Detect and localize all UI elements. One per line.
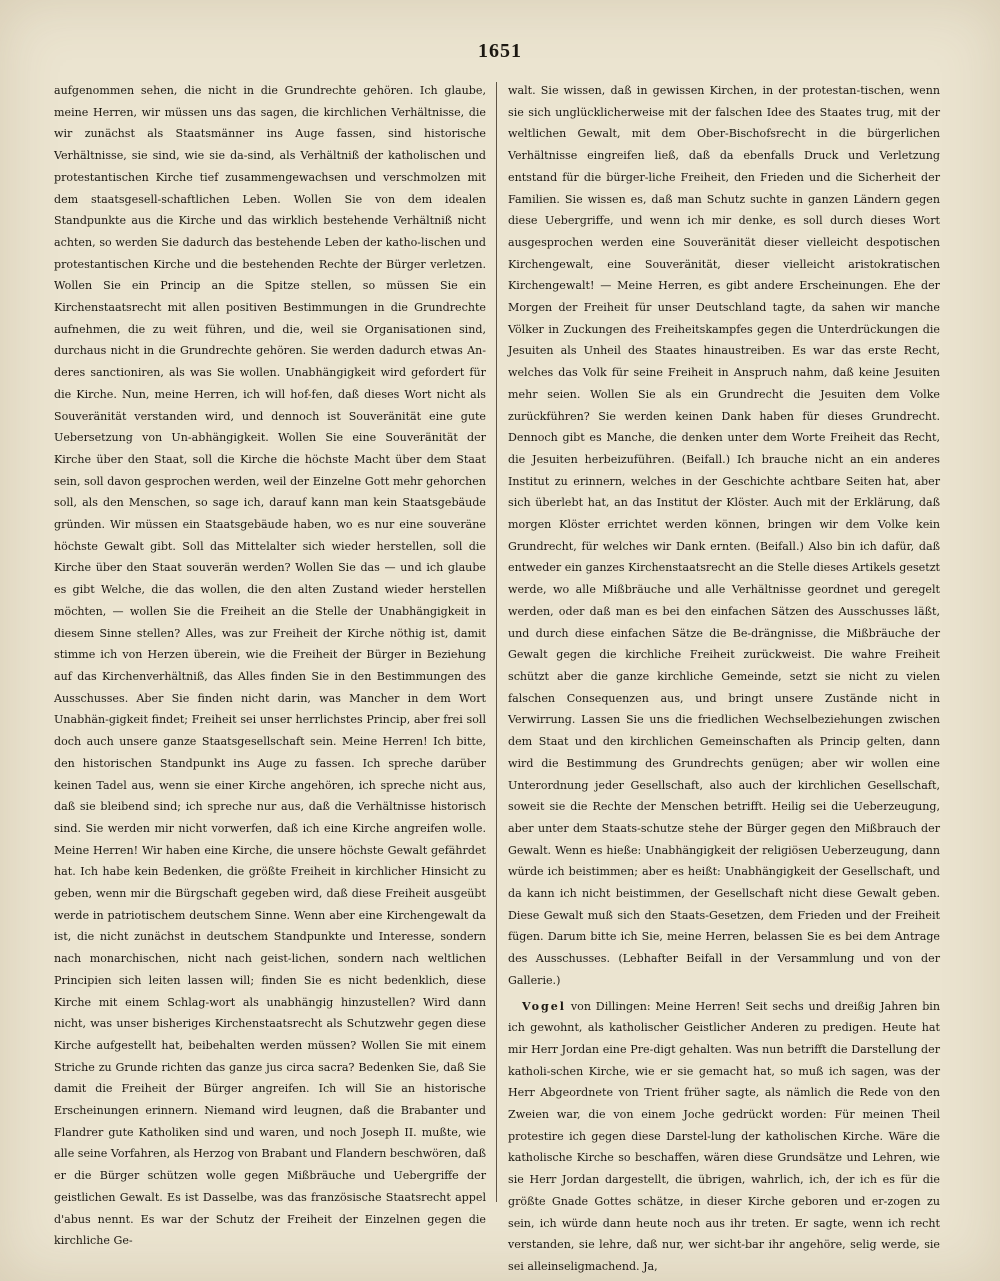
left-column [54,80,487,1248]
right-column [508,80,940,1273]
speaker-name: Vogel [522,999,567,1013]
speech-text: von Dillingen: Meine Herren! Seit sechs und dreißig Jahren bin ich gewohnt, als katholischer Geistlicher Anderen zu predigen. Heute hat mir Herr Jordan eine Pre-digt gehalten. Was nun betrifft die Darstellung der katholi-schen Kirche, wie er sie gemacht hat, so muß ich sagen, was der Herr Abgeordnete von Trient früher sagte, als nämlich die Rede von den Zweien war, die von einem Joche gedrückt worden: Für meinen Theil protestire ich gegen diese Darstel-lung der katholischen Kirche. Wäre die katholische Kirche so beschaffen, wären diese Grundsätze und Lehren, wie sie Herr Jordan dargestellt, die übrigen, wahrlich, ich, der ich es für die größte Gnade Gottes schätze, in dieser Kirche geboren und er-zogen zu sein, ich würde dann heute noch aus ihr treten. Er sagte, wenn ich recht verstanden, sie lehre, daß nur, wer sicht-bar ihr angehöre, selig werde, sie sei alleinseligmachend. Ja, [508,999,940,1273]
page-number: 1651 [478,40,522,62]
right-column-paragraph-1: walt. Sie wissen, daß in gewissen Kirchen, in der protestan-tischen, wenn sie sich unglücklicherweise mit der falschen Idee des Staates trug, mit der weltlichen Gewalt, mit dem Ober-Bischofsrecht in die bürgerlichen Verhältnisse eingreifen ließ, daß da ebenfalls Druck und Verletzung entstand für die bürger-liche Freiheit, den Frieden und die Sicherheit der Familien. Sie wissen es, daß man Schutz suchte in ganzen Ländern gegen diese Uebergriffe, und wenn ich mir denke, es soll durch dieses Wort ausgesprochen werden eine Souveränität dieser vielleicht despotischen Kirchengewalt, eine Souveränität, dieser vielleicht aristokratischen Kirchengewalt! — Meine Herren, es gibt andere Erscheinungen. Ehe der Morgen der Freiheit für unser Deutschland tagte, da sahen wir manche Völker in Zuckungen des Freiheitskampfes gegen die Unterdrückungen die Jesuiten als Unheil des Staates hinaustreiben. Es war das erste Recht, welches das Volk für seine Freiheit in Anspruch nahm, daß keine Jesuiten mehr seien. Wollen Sie als ein Grundrecht die Jesuiten dem Volke zurückführen? Sie werden keinen Dank haben für dieses Grundrecht. Dennoch gibt es Manche, die denken unter dem Worte Freiheit das Recht, die Jesuiten herbeizuführen. (Beifall.) Ich brauche nicht an ein anderes Institut zu erinnern, welches in der Geschichte achtbare Seiten hat, aber sich überlebt hat, an das Institut der Klöster. Auch mit der Erklärung, daß morgen Klöster errichtet werden können, bringen wir dem Volke kein Grundrecht, für welches wir Dank ernten. (Beifall.) Also bin ich dafür, daß entweder ein ganzes Kirchenstaatsrecht an die Stelle dieses Artikels gesetzt werde, wo alle Mißbräuche und alle Verhältnisse geordnet und geregelt werden, oder daß man es bei den einfachen Sätzen des Ausschusses läßt, und durch diese einfachen Sätze die Be-drängnisse, die Mißbräuche der Gewalt gegen die kirchliche Freiheit zurückweist. Die wahre Freiheit schützt aber die ganze kirchliche Gemeinde, setzt sie nicht zu vielen falschen Consequenzen aus, und bringt unsere Zustände nicht in Verwirrung. Lassen Sie uns die friedlichen Wechselbeziehungen zwischen dem Staat und den kirchlichen Gemeinschaften als Princip gelten, dann wird die Bestimmung des Grundrechts genügen; aber wir wollen eine Unterordnung jeder Gesellschaft, also auch der kirchlichen Gesellschaft, soweit sie die Rechte der Menschen betrifft. Heilig sei die Ueberzeugung, aber unter dem Staats-schutze stehe der Bürger gegen den Mißbrauch der Gewalt. Wenn es hieße: Unabhängigkeit der religiösen Ueberzeugung, dann würde ich beistimmen; aber es heißt: Unabhängigkeit der Gesellschaft, und da kann ich nicht beistimmen, der Gesellschaft nicht diese Gewalt geben. Diese Gewalt muß sich den Staats-Gesetzen, dem Frieden und der Freiheit fügen. Darum bitte ich Sie, meine Herren, belassen Sie es bei dem Antrage des Ausschusses. (Lebhafter Beifall in der Versammlung und von der Gallerie.) [508,84,940,987]
left-column-paragraph: aufgenommen sehen, die nicht in die Grundrechte gehören. Ich glaube, meine Herren, wir müssen uns das sagen, die kirchlichen Verhältnisse, die wir zunächst als Staatsmänner ins Auge fassen, sind historische Verhältnisse, sie sind, wie sie da-sind, als Verhältniß der katholischen und protestantischen Kirche tief zusammengewachsen und verschmolzen mit dem staatsgesell-schaftlichen Leben. Wollen Sie von dem idealen Standpunkte aus die Kirche und das wirklich bestehende Verhältniß nicht achten, so werden Sie dadurch das bestehende Leben der katho-lischen und protestantischen Kirche und die bestehenden Rechte der Bürger verletzen. Wollen Sie ein Princip an die Spitze stellen, so müssen Sie ein Kirchenstaatsrecht mit allen positiven Bestimmungen in die Grundrechte aufnehmen, die zu weit führen, und die, weil sie Organisationen sind, durchaus nicht in die Grundrechte gehören. Sie werden dadurch etwas An-deres sanctioniren, als was Sie wollen. Unabhängigkeit wird gefordert für die Kirche. Nun, meine Herren, ich will hof-fen, daß dieses Wort nicht als Souveränität verstanden wird, und dennoch ist Souveränität eine gute Uebersetzung von Un-abhängigkeit. Wollen Sie eine Souveränität der Kirche über den Staat, soll die Kirche die höchste Macht über dem Staat sein, soll davon gesprochen werden, weil der Einzelne Gott mehr gehorchen soll, als den Menschen, so sage ich, darauf kann man kein Staatsgebäude gründen. Wir müssen ein Staatsgebäude haben, wo es nur eine souveräne höchste Gewalt gibt. Soll das Mittelalter sich wieder herstellen, soll die Kirche über den Staat souverän werden? Wollen Sie das — und ich glaube es gibt Welche, die das wollen, die den alten Zustand wieder herstellen möchten, — wollen Sie die Freiheit an die Stelle der Unabhängigkeit in diesem Sinne stellen? Alles, was zur Freiheit der Kirche nöthig ist, damit stimme ich von Herzen überein, wie die Freiheit der Bürger in Beziehung auf das Kirchenverhältniß, das Alles finden Sie in den Bestimmungen des Ausschusses. Aber Sie finden nicht darin, was Mancher in dem Wort Unabhän-gigkeit findet; Freiheit sei unser herrlichstes Princip, aber frei soll doch auch unsere ganze Staatsgesellschaft sein. Meine Herren! Ich bitte, den historischen Standpunkt ins Auge zu fassen. Ich spreche darüber keinen Tadel aus, wenn sie einer Kirche angehören, ich spreche nicht aus, daß sie bleibend sind; ich spreche nur aus, daß die Verhältnisse historisch sind. Sie werden mir nicht vorwerfen, daß ich eine Kirche angreifen wolle. Meine Herren! Wir haben eine Kirche, die unsere höchste Gewalt gefährdet hat. Ich habe kein Bedenken, die größte Freiheit in kirchlicher Hinsicht zu geben, wenn mir die Bürgschaft gegeben wird, daß diese Freiheit ausgeübt werde in patriotischem deutschem Sinne. Wenn aber eine Kirchengewalt da ist, die nicht zunächst in deutschem Standpunkte und Interesse, sondern nach monarchischen, nicht nach geist-lichen, sondern nach weltlichen Principien sich leiten lassen will; finden Sie es nicht bedenklich, diese Kirche mit einem Schlag-wort als unabhängig hinzustellen? Wird dann nicht, was unser bisheriges Kirchenstaatsrecht als Schutzwehr gegen diese Kirche aufgestellt hat, beibehalten werden müssen? Wollen Sie mit einem Striche zu Grunde richten das ganze jus circa sacra? Bedenken Sie, daß Sie damit die Freiheit der Bürger angreifen. Ich will Sie an historische Erscheinungen erinnern. Niemand wird leugnen, daß die Brabanter und Flandrer gute Katholiken sind und waren, und noch Joseph II. mußte, wie alle seine Vorfahren, als Herzog von Brabant und Flandern beschwören, daß er die Bürger schützen wolle gegen Mißbräuche und Uebergriffe der geistlichen Gewalt. Es ist Dasselbe, was das französische Staatsrecht appel d'abus nennt. Es war der Schutz der Freiheit der Einzelnen gegen die kirchliche Ge- [54,84,487,1248]
column-divider [496,82,497,1202]
right-column-paragraph-2 [508,996,940,1278]
